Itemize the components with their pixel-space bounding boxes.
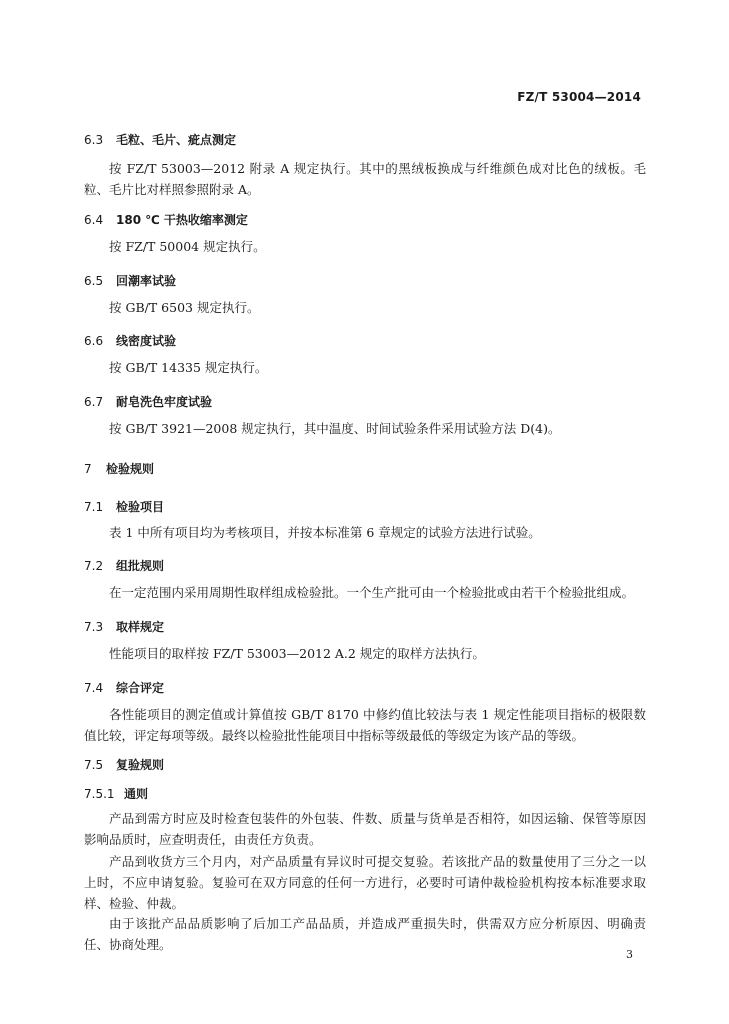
heading-6-4 — [84, 211, 248, 228]
heading-7-5 — [84, 756, 164, 773]
section-title: 180 ℃ 干热收缩率测定 — [116, 213, 248, 227]
section-number: 6.5 — [84, 274, 104, 288]
section-title: 组批规则 — [116, 559, 165, 573]
heading-7-1 — [84, 498, 164, 515]
paragraph-6-4: 按 FZ/T 50004 规定执行。 — [109, 239, 266, 254]
section-title: 检验规则 — [106, 462, 155, 476]
heading-7-3 — [84, 618, 164, 635]
heading-7 — [84, 460, 154, 477]
section-title: 回潮率试验 — [116, 274, 177, 288]
section-title: 综合评定 — [116, 681, 165, 695]
section-number: 7.4 — [84, 681, 104, 695]
section-title: 通则 — [124, 787, 149, 801]
standard-code: FZ/T 53004—2014 — [517, 90, 641, 104]
paragraph-7-1: 表 1 中所有项目均为考核项目，并按本标准第 6 章规定的试验方法进行试验。 — [109, 525, 541, 540]
section-title: 检验项目 — [116, 500, 165, 514]
paragraph-7-5-1-a: 产品到需方时应及时检查包装件的外包装、件数、质量与货单是否相符，如因运输、保管等原因影响品质时，应查明责任，由责任方负责。 — [84, 811, 646, 847]
section-title: 线密度试验 — [116, 334, 177, 348]
section-number: 6.7 — [84, 395, 104, 409]
paragraph-7-5-1-b: 产品到收货方三个月内，对产品质量有异议时可提交复验。若该批产品的数量使用了三分之一以上时，不应申请复验。复验可在双方同意的任何一方进行，必要时可请仲裁检验机构按本标准要求取样、检验、仲裁。 — [84, 854, 646, 911]
page-number: 3 — [626, 948, 633, 961]
section-number: 7.5 — [84, 758, 104, 772]
heading-6-6 — [84, 332, 176, 349]
section-title: 毛粒、毛片、疵点测定 — [116, 133, 237, 147]
paragraph-7-3: 性能项目的取样按 FZ/T 53003—2012 A.2 规定的取样方法执行。 — [109, 646, 485, 661]
paragraph-6-5: 按 GB/T 6503 规定执行。 — [109, 300, 260, 315]
paragraph-6-7: 按 GB/T 3921—2008 规定执行，其中温度、时间试验条件采用试验方法 D(4)。 — [109, 421, 561, 436]
heading-6-7 — [84, 393, 212, 410]
heading-7-5-1 — [84, 785, 148, 802]
paragraph-7-2: 在一定范围内采用周期性取样组成检验批。一个生产批可由一个检验批或由若干个检验批组成。 — [109, 585, 635, 600]
section-title: 耐皂洗色牢度试验 — [116, 395, 213, 409]
section-number: 6.3 — [84, 133, 104, 147]
section-title: 复验规则 — [116, 758, 165, 772]
section-number: 7.5.1 — [84, 787, 115, 801]
paragraph-6-3: 按 FZ/T 53003—2012 附录 A 规定执行。其中的黑绒板换成与纤维颜色成对比色的绒板。毛粒、毛片比对样照参照附录 A。 — [84, 161, 646, 197]
section-number: 7.1 — [84, 500, 104, 514]
section-number: 7 — [84, 462, 92, 476]
paragraph-7-4: 各性能项目的测定值或计算值按 GB/T 8170 中修约值比较法与表 1 规定性能项目指标的极限数值比较，评定每项等级。最终以检验批性能项目中指标等级最低的等级定为该产品的等级。 — [84, 707, 646, 743]
section-number: 6.6 — [84, 334, 104, 348]
section-title: 取样规定 — [116, 620, 165, 634]
section-number: 7.2 — [84, 559, 104, 573]
paragraph-7-5-1-c: 由于该批产品品质影响了后加工产品品质，并造成严重损失时，供需双方应分析原因、明确责任、协商处理。 — [84, 916, 646, 952]
heading-7-4 — [84, 679, 164, 696]
heading-6-5 — [84, 272, 176, 289]
heading-6-3 — [84, 131, 236, 148]
section-number: 7.3 — [84, 620, 104, 634]
heading-7-2 — [84, 557, 164, 574]
paragraph-6-6: 按 GB/T 14335 规定执行。 — [109, 360, 268, 375]
section-number: 6.4 — [84, 213, 104, 227]
